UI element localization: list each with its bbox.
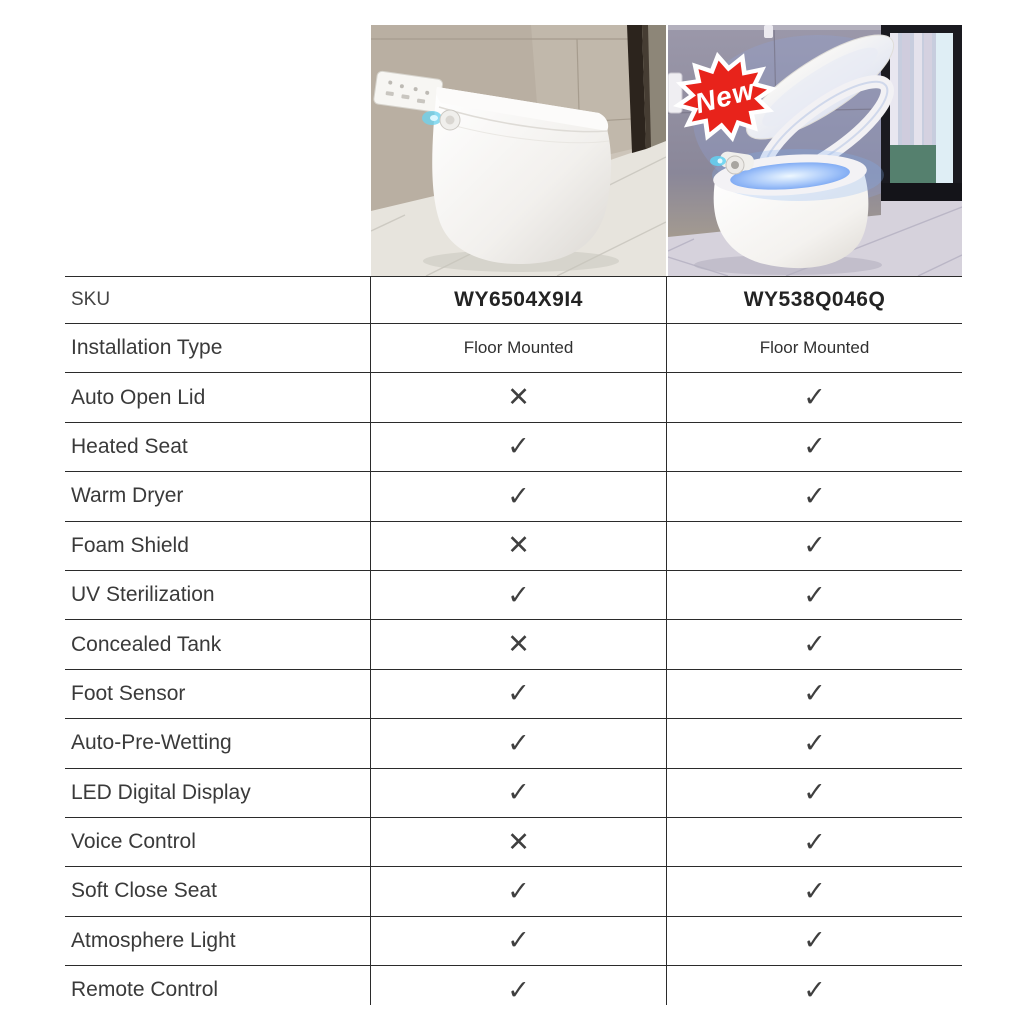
feature-row bbox=[65, 768, 962, 817]
feature-row bbox=[65, 916, 962, 965]
feature-label: Foam Shield bbox=[65, 522, 371, 570]
check-mark: ✓ bbox=[803, 974, 826, 1005]
feature-label: Soft Close Seat bbox=[65, 867, 371, 915]
comparison-table bbox=[65, 276, 962, 1005]
feature-row bbox=[65, 471, 962, 520]
sku-row bbox=[65, 276, 962, 323]
feature-label: Remote Control bbox=[65, 966, 371, 1005]
new-badge bbox=[668, 42, 785, 151]
check-mark: ✓ bbox=[803, 629, 826, 661]
bathroom-scene-closed-lid-toilet bbox=[371, 25, 666, 276]
check-mark: ✓ bbox=[803, 925, 826, 957]
check-mark: ✓ bbox=[803, 480, 826, 512]
feature-row bbox=[65, 521, 962, 570]
feature-row bbox=[65, 866, 962, 915]
check-mark: ✓ bbox=[371, 472, 667, 520]
cross-mark: ✕ bbox=[371, 522, 667, 570]
feature-label: Foot Sensor bbox=[65, 670, 371, 718]
new-badge-label: New bbox=[691, 73, 759, 120]
feature-rows bbox=[65, 323, 962, 1005]
feature-label: Concealed Tank bbox=[65, 620, 371, 668]
cross-mark: ✕ bbox=[371, 373, 667, 421]
check-mark: ✓ bbox=[803, 431, 826, 463]
feature-value-product-1: Floor Mounted bbox=[371, 324, 667, 372]
feature-row bbox=[65, 817, 962, 866]
feature-row bbox=[65, 372, 962, 421]
check-mark: ✓ bbox=[371, 423, 667, 471]
feature-label: Installation Type bbox=[65, 324, 371, 372]
product-photo-left bbox=[371, 25, 666, 276]
check-mark: ✓ bbox=[371, 670, 667, 718]
feature-row bbox=[65, 422, 962, 471]
feature-row bbox=[65, 669, 962, 718]
check-mark: ✓ bbox=[803, 727, 826, 759]
feature-label: Warm Dryer bbox=[65, 472, 371, 520]
feature-row bbox=[65, 323, 962, 372]
feature-label: Voice Control bbox=[65, 818, 371, 866]
feature-label: UV Sterilization bbox=[65, 571, 371, 619]
cross-mark: ✕ bbox=[371, 818, 667, 866]
check-mark: ✓ bbox=[803, 579, 826, 611]
sku-value-product-1: WY6504X9I4 bbox=[371, 277, 667, 323]
check-mark: ✓ bbox=[803, 875, 826, 907]
check-mark: ✓ bbox=[803, 826, 826, 858]
check-mark: ✓ bbox=[803, 382, 826, 414]
product-photo-right bbox=[668, 25, 962, 276]
check-mark: ✓ bbox=[803, 777, 826, 809]
feature-row bbox=[65, 965, 962, 1005]
check-mark: ✓ bbox=[803, 530, 826, 562]
check-mark: ✓ bbox=[371, 867, 667, 915]
feature-row bbox=[65, 718, 962, 767]
sku-value-product-2: WY538Q046Q bbox=[743, 288, 886, 311]
feature-row bbox=[65, 619, 962, 668]
feature-value-product-2: Floor Mounted bbox=[759, 338, 870, 358]
check-mark: ✓ bbox=[803, 678, 826, 710]
check-mark: ✓ bbox=[371, 719, 667, 767]
check-mark: ✓ bbox=[371, 966, 667, 1005]
feature-row bbox=[65, 570, 962, 619]
feature-label: Auto Open Lid bbox=[65, 373, 371, 421]
feature-label: Heated Seat bbox=[65, 423, 371, 471]
check-mark: ✓ bbox=[371, 917, 667, 965]
sku-label: SKU bbox=[65, 277, 371, 323]
cross-mark: ✕ bbox=[371, 620, 667, 668]
feature-label: LED Digital Display bbox=[65, 769, 371, 817]
feature-label: Atmosphere Light bbox=[65, 917, 371, 965]
feature-label: Auto-Pre-Wetting bbox=[65, 719, 371, 767]
check-mark: ✓ bbox=[371, 571, 667, 619]
check-mark: ✓ bbox=[371, 769, 667, 817]
